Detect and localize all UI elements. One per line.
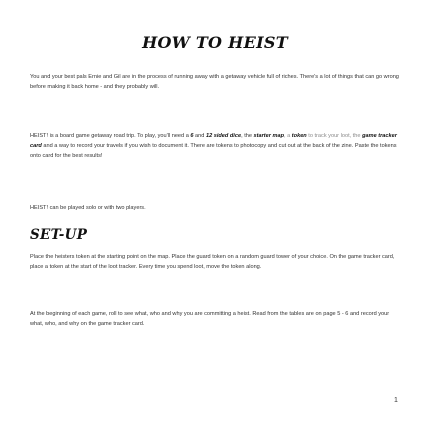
rules-text-4: , a [284, 133, 292, 139]
starter-map-text: starter map [253, 133, 285, 139]
page-number: 1 [394, 397, 398, 404]
players-note: HEIST! can be played solo or with two players. [30, 205, 146, 211]
d6-text: 6 [190, 133, 194, 139]
rules-text-3: , the [241, 133, 254, 139]
page-title: HOW TO HEIST [142, 33, 288, 52]
setup-heading: SET-UP [30, 227, 88, 243]
rules-text-1: HEIST! is a board game getaway road trip. To play, you'll need a [30, 133, 191, 139]
setup-paragraph-2: At the beginning of each game, roll to see what, who and why you are committing a heist. Read from the tables are on page 5 - 6 and record your what, who, and why on the game tracker card. [30, 311, 390, 327]
tracker-card-text: game tracker card [30, 133, 397, 149]
token-text: token [291, 133, 307, 139]
rules-text-2: and [193, 133, 206, 139]
setup-paragraph-1: Place the heisters token at the starting point on the map. Place the guard token on a random guard tower of your choice. On the game tracker card, place a token at the start of the loot tracker. Every time you spend loot, move the token along. [30, 254, 395, 270]
rules-text-6: and a way to record your travels if you wish to document it. There are tokens to photocopy and cut out at the back of the zine. Paste the tokens onto card for the best results! [30, 143, 397, 159]
d12-text: 12 sided dice [205, 133, 242, 139]
rules-intro-paragraph [30, 131, 402, 161]
rules-text-5: to track your loot, the [306, 133, 363, 139]
intro-paragraph: You and your best pals Ernie and Gil are in the process of running away with a getaway vehicle full of riches. There's a lot of things that can go wrong before making it back home - and they probably will. [30, 74, 399, 90]
